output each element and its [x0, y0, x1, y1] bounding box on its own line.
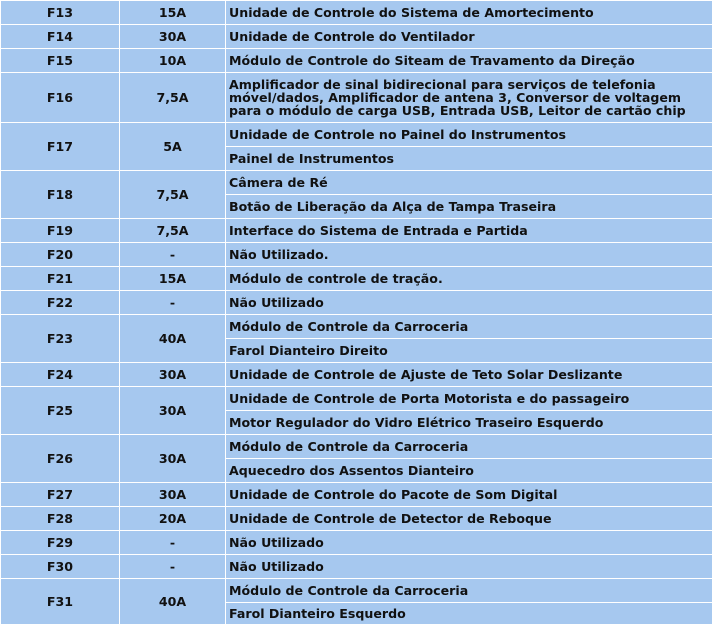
- table-row: [1, 219, 713, 243]
- fuse-id-cell: F26: [1, 435, 120, 483]
- amperage-cell: 10A: [120, 49, 226, 73]
- fuse-id-cell: F28: [1, 507, 120, 531]
- amperage-cell: 30A: [120, 25, 226, 49]
- amperage-cell: 7,5A: [120, 73, 226, 123]
- description-cell: Não Utilizado: [226, 531, 713, 555]
- table-row: [1, 315, 713, 339]
- fuse-table-body: [1, 1, 713, 625]
- fuse-id-cell: F24: [1, 363, 120, 387]
- amperage-cell: 40A: [120, 315, 226, 363]
- amperage-cell: -: [120, 291, 226, 315]
- description-cell: Unidade de Controle do Sistema de Amortecimento: [226, 1, 713, 25]
- fuse-id-cell: F14: [1, 25, 120, 49]
- fuse-id-cell: F17: [1, 123, 120, 171]
- description-cell: Aquecedro dos Assentos Dianteiro: [226, 459, 713, 483]
- amperage-cell: 30A: [120, 363, 226, 387]
- description-cell: Módulo de Controle da Carroceria: [226, 579, 713, 603]
- description-cell: Unidade de Controle de Ajuste de Teto Solar Deslizante: [226, 363, 713, 387]
- fuse-id-cell: F20: [1, 243, 120, 267]
- description-cell: Câmera de Ré: [226, 171, 713, 195]
- description-cell: Módulo de controle de tração.: [226, 267, 713, 291]
- table-row: [1, 25, 713, 49]
- table-row: [1, 579, 713, 603]
- description-cell: Unidade de Controle de Detector de Reboque: [226, 507, 713, 531]
- fuse-id-cell: F30: [1, 555, 120, 579]
- table-row: [1, 507, 713, 531]
- description-cell: Painel de Instrumentos: [226, 147, 713, 171]
- fuse-id-cell: F19: [1, 219, 120, 243]
- table-row: [1, 363, 713, 387]
- description-cell: Unidade de Controle do Ventilador: [226, 25, 713, 49]
- description-cell: Unidade de Controle no Painel do Instrumentos: [226, 123, 713, 147]
- table-row: [1, 483, 713, 507]
- amperage-cell: 7,5A: [120, 171, 226, 219]
- description-cell: Módulo de Controle do Siteam de Travamento da Direção: [226, 49, 713, 73]
- fuse-id-cell: F23: [1, 315, 120, 363]
- table-row: [1, 1, 713, 25]
- fuse-id-cell: F25: [1, 387, 120, 435]
- description-cell: Módulo de Controle da Carroceria: [226, 435, 713, 459]
- fuse-id-cell: F31: [1, 579, 120, 625]
- table-row: [1, 243, 713, 267]
- amperage-cell: 15A: [120, 1, 226, 25]
- fuse-id-cell: F22: [1, 291, 120, 315]
- amperage-cell: 30A: [120, 435, 226, 483]
- amperage-cell: 7,5A: [120, 219, 226, 243]
- table-row: [1, 49, 713, 73]
- table-row: [1, 555, 713, 579]
- description-cell: Botão de Liberação da Alça de Tampa Traseira: [226, 195, 713, 219]
- description-cell: Farol Dianteiro Direito: [226, 339, 713, 363]
- amperage-cell: 20A: [120, 507, 226, 531]
- description-cell: Módulo de Controle da Carroceria: [226, 315, 713, 339]
- table-row: [1, 171, 713, 195]
- description-cell: Unidade de Controle de Porta Motorista e do passageiro: [226, 387, 713, 411]
- description-cell: Não Utilizado: [226, 291, 713, 315]
- fuse-id-cell: F21: [1, 267, 120, 291]
- description-cell: Não Utilizado.: [226, 243, 713, 267]
- amperage-cell: -: [120, 243, 226, 267]
- amperage-cell: -: [120, 531, 226, 555]
- fuse-id-cell: F15: [1, 49, 120, 73]
- table-row: [1, 387, 713, 411]
- table-row: [1, 531, 713, 555]
- table-row: [1, 435, 713, 459]
- fuse-id-cell: F29: [1, 531, 120, 555]
- table-row: [1, 291, 713, 315]
- fuse-id-cell: F27: [1, 483, 120, 507]
- fuse-id-cell: F18: [1, 171, 120, 219]
- description-cell: Amplificador de sinal bidirecional para serviços de telefonia móvel/dados, Amplificador de antena 3, Conversor de voltagem para o módulo de carga USB, Entrada USB, Leitor de cartão chip: [226, 73, 713, 123]
- amperage-cell: -: [120, 555, 226, 579]
- description-cell: Interface do Sistema de Entrada e Partida: [226, 219, 713, 243]
- amperage-cell: 30A: [120, 483, 226, 507]
- description-cell: Farol Dianteiro Esquerdo: [226, 603, 713, 625]
- amperage-cell: 40A: [120, 579, 226, 625]
- description-cell: Motor Regulador do Vidro Elétrico Traseiro Esquerdo: [226, 411, 713, 435]
- amperage-cell: 15A: [120, 267, 226, 291]
- table-row: [1, 123, 713, 147]
- description-cell: Unidade de Controle do Pacote de Som Digital: [226, 483, 713, 507]
- fuse-id-cell: F13: [1, 1, 120, 25]
- table-row: [1, 267, 713, 291]
- description-cell: Não Utilizado: [226, 555, 713, 579]
- amperage-cell: 30A: [120, 387, 226, 435]
- table-row: [1, 73, 713, 123]
- amperage-cell: 5A: [120, 123, 226, 171]
- fuse-id-cell: F16: [1, 73, 120, 123]
